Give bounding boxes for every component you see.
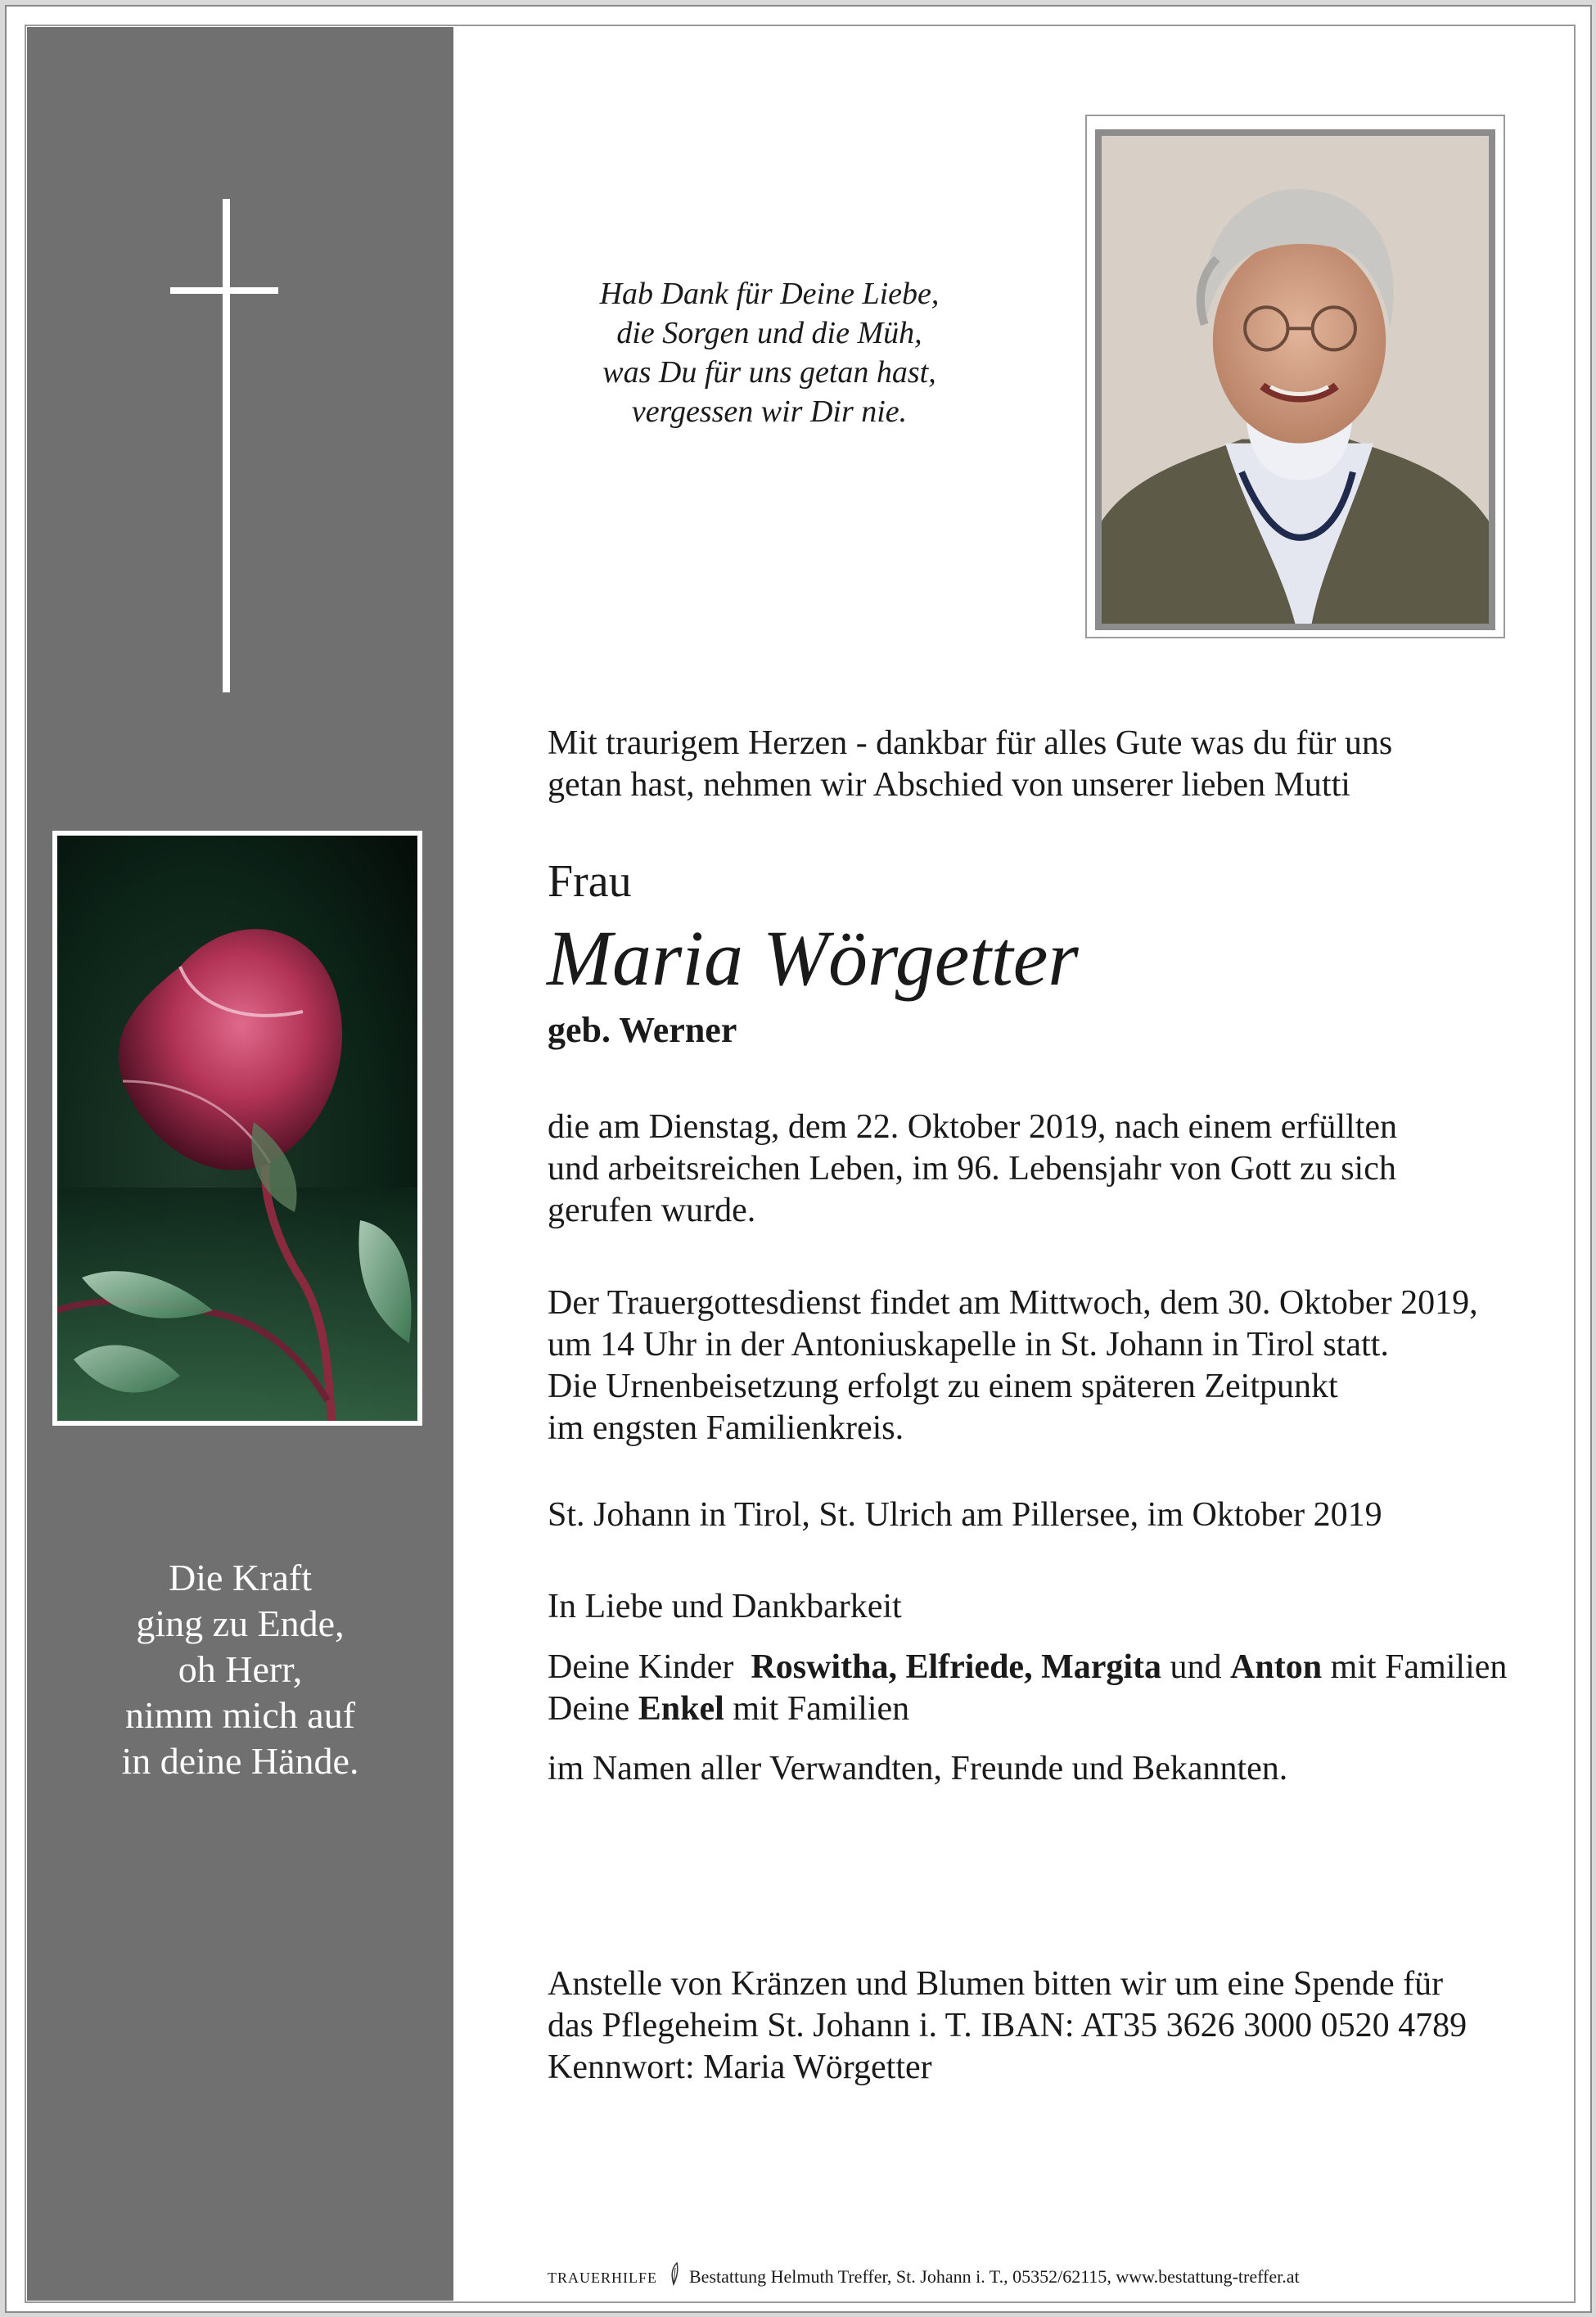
cross-icon-bar	[170, 287, 278, 294]
grandchildren-line	[548, 1688, 1554, 1730]
deceased-name: Maria Wörgetter	[547, 914, 1079, 1002]
verse-line: Hab Dank für Deine Liebe,	[599, 277, 940, 311]
cross-icon	[223, 199, 230, 692]
side-quote-line: in deine Hände.	[121, 1740, 359, 1782]
footer-text: Bestattung Helmuth Treffer, St. Johann i. T., 05352/62115, www.bestattung-treffer.at	[689, 2266, 1300, 2287]
children-prefix: Deine Kinder	[548, 1648, 734, 1686]
footer	[548, 2261, 1300, 2288]
birth-name: geb. Werner	[548, 1010, 737, 1050]
service-line: Die Urnenbeisetzung erfolgt zu einem späteren Zeitpunkt	[548, 1368, 1338, 1405]
place-date-text: St. Johann in Tirol, St. Ulrich am Pillersee, im Oktober 2019	[548, 1496, 1382, 1534]
children-line	[548, 1647, 1554, 1688]
side-quote-line: Die Kraft	[169, 1557, 312, 1598]
place-date	[548, 1494, 1554, 1536]
side-quote-line: ging zu Ende,	[136, 1603, 345, 1644]
verse	[491, 274, 1048, 431]
and-word: und	[1170, 1648, 1222, 1686]
verse-line: die Sorgen und die Müh,	[616, 316, 922, 350]
side-quote	[27, 1555, 453, 1784]
grandchildren-suffix: mit Familien	[733, 1690, 910, 1728]
death-notice	[548, 1107, 1554, 1232]
intro-text	[548, 723, 1554, 806]
grandchildren: Enkel	[638, 1690, 724, 1728]
relatives	[548, 1748, 1554, 1790]
service-line: um 14 Uhr in der Antoniuskapelle in St. Johann in Tirol statt.	[548, 1326, 1389, 1364]
portrait-frame	[1085, 115, 1505, 638]
service-line: Der Trauergottesdienst findet am Mittwoch, dem 30. Oktober 2019,	[548, 1284, 1478, 1322]
salutation: Frau	[548, 856, 632, 907]
grandchildren-prefix: Deine	[548, 1690, 630, 1728]
intro-line: Mit traurigem Herzen - dankbar für alles Gute was du für uns	[548, 724, 1393, 762]
footer-brand: TRAUERHILFE	[548, 2270, 657, 2286]
donation-line: das Pflegeheim St. Johann i. T. IBAN: AT35 3626 3000 0520 4789	[548, 2007, 1468, 2044]
death-notice-line: und arbeitsreichen Leben, im 96. Lebensjahr von Gott zu sich	[548, 1150, 1396, 1188]
portrait-photo	[1102, 136, 1489, 624]
service-line: im engsten Familienkreis.	[548, 1409, 904, 1447]
feather-icon	[665, 2261, 682, 2286]
verse-line: was Du für uns getan hast,	[602, 355, 936, 390]
donation-line: Kennwort: Maria Wörgetter	[548, 2049, 932, 2086]
son-name: Anton	[1230, 1648, 1323, 1686]
death-notice-line: die am Dienstag, dem 22. Oktober 2019, nach einem erfüllten	[548, 1108, 1398, 1146]
relatives-text: im Namen aller Verwandten, Freunde und Bekannten.	[548, 1750, 1288, 1787]
family-list	[548, 1647, 1554, 1730]
children-suffix: mit Familien	[1330, 1648, 1508, 1686]
donation-line: Anstelle von Kränzen und Blumen bitten wir um eine Spende für	[548, 1965, 1444, 2003]
side-quote-line: nimm mich auf	[124, 1694, 356, 1736]
rose-image-frame	[52, 831, 422, 1426]
children-names: Roswitha, Elfriede, Margita	[751, 1648, 1162, 1686]
intro-line: getan hast, nehmen wir Abschied von unserer lieben Mutti	[548, 766, 1350, 804]
donation-request	[548, 1963, 1554, 2089]
verse-line: vergessen wir Dir nie.	[631, 394, 908, 429]
death-notice-line: gerufen wurde.	[548, 1192, 756, 1229]
closing-text: In Liebe und Dankbarkeit	[548, 1588, 902, 1625]
service-info	[548, 1282, 1554, 1449]
rose-image	[57, 836, 417, 1421]
closing	[548, 1586, 1554, 1628]
side-quote-line: oh Herr,	[178, 1648, 303, 1690]
